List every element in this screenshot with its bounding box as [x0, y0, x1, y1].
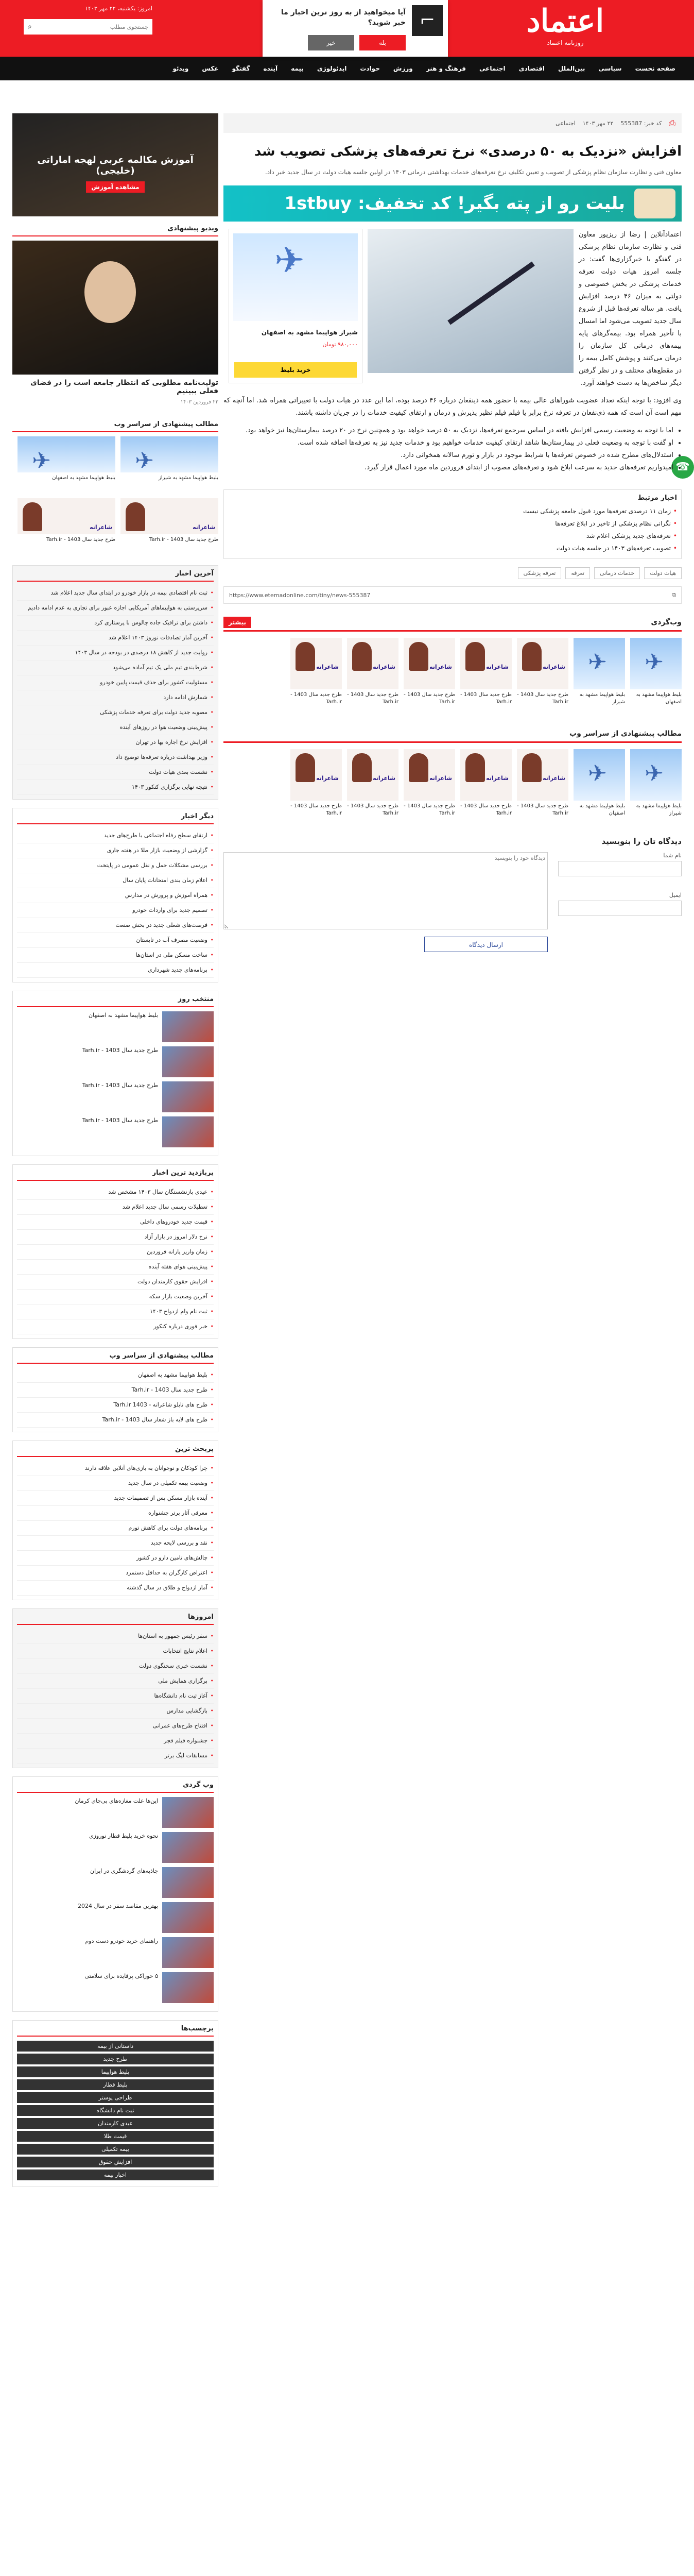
web-link[interactable]: • بلیط هواپیما مشهد به اصفهان	[17, 1368, 214, 1383]
web-link[interactable]: • طرح های تابلو شاعرانه - 1403 Tarh.ir	[17, 1398, 214, 1413]
name-label: نام شما	[663, 852, 682, 859]
news-link[interactable]: • شمارش ادامه دارد	[17, 690, 214, 705]
web-link[interactable]: • طرح جدید سال 1403 - Tarh.ir	[17, 1383, 214, 1398]
news-link[interactable]: • پیش‌بینی وضعیت هوا در روزهای آینده	[17, 720, 214, 735]
email-label: ایمیل	[669, 892, 682, 899]
pick-image	[162, 1011, 214, 1042]
news-link[interactable]: • نتیجه نهایی برگزاری کنکور ۱۴۰۳	[17, 780, 214, 795]
news-link[interactable]: • نرخ دلار امروز در بازار آزاد	[17, 1230, 214, 1245]
push-text: آیا میخواهید از به روز ترین اخبار ما خبر شوید؟	[281, 8, 406, 27]
tag[interactable]: بلیط قطار	[17, 2079, 214, 2090]
bullet: • او گفت با توجه به وضعیت فعلی در بیمارستان‌ها شاهد ارتقای کیفیت خدمات خواهیم بود و خدمات جدید نیز به تعرفه‌ها اضافه شده است.	[223, 437, 673, 449]
news-link[interactable]: • ساخت مسکن ملی در استان‌ها	[17, 948, 214, 963]
sidebar	[12, 113, 218, 2195]
news-date: ۲۲ مهر ۱۴۰۳	[582, 120, 614, 127]
card-image	[120, 436, 218, 472]
webgardi-image	[162, 1797, 214, 1828]
news-link[interactable]: • نقد و بررسی لایحه جدید	[17, 1536, 214, 1551]
news-link[interactable]: • آغاز ثبت نام دانشگاه‌ها	[17, 1689, 214, 1704]
article-body	[223, 229, 682, 474]
card-image	[517, 638, 568, 689]
related-link[interactable]: • زمان ۱۱ درصدی تعرفه‌ها مورد قبول جامعه پزشکی نیست	[228, 505, 677, 517]
card[interactable]: شاعرانه طرح جدید سال 1403 - Tarh.ir	[347, 749, 398, 826]
news-link[interactable]: • قیمت جدید خودروهای داخلی	[17, 1215, 214, 1230]
news-link[interactable]: • فرصت‌های شغلی جدید در بخش صنعت	[17, 918, 214, 933]
card[interactable]: شاعرانه طرح جدید سال 1403 - Tarh.ir	[404, 749, 455, 826]
nav-item[interactable]: عکس	[202, 65, 219, 72]
news-link[interactable]: • ثبت نام وام ازدواج ۱۴۰۳	[17, 1304, 214, 1319]
tag[interactable]: تعرفه	[565, 567, 590, 579]
article-image	[368, 229, 574, 373]
news-category[interactable]: اجتماعی	[556, 120, 576, 127]
popular-news: پربازدید ترین اخبار • عیدی بازنشستگان سال ۱۴۰۳ مشخص شد • تعطیلات رسمی سال جدید اعلام شد • قیمت جدید خودروهای داخلی • نرخ دلار امروز در بازار آزاد • زمان واریز یارانه فروردین • پیش‌بینی هوای هفته آینده • افزایش حقوق کارمندان دولت • آخرین وضعیت بازار سکه • ثبت نام وام ازدواج ۱۴۰۳ • خبر فوری درباره کنکور	[12, 1164, 218, 1339]
card[interactable]: شاعرانه طرح جدید سال 1403 - Tarh.ir	[18, 498, 115, 555]
bullet: • استدلال‌های مطرح شده در خصوص تعرفه‌ها با شرایط موجود در بازار و تورم سالانه همخوانی دارد.	[223, 449, 673, 462]
hot-news: پربحث ترین • چرا کودکان و نوجوانان به بازی‌های آنلاین علاقه دارند • وضعیت بیمه تکمیلی در سال جدید • آینده بازار مسکن پس از تصمیمات جدید • معرفی آثار برتر جشنواره • برنامه‌های دولت برای کاهش تورم • نقد و بررسی لایحه جدید • چالش‌های تامین دارو در کشور • اعتراض کارگران به حداقل دستمزد • آمار ازدواج و طلاق در سال گذشته	[12, 1440, 218, 1600]
news-link[interactable]: • آمار ازدواج و طلاق در سال گذشته	[17, 1581, 214, 1596]
card-image	[460, 638, 512, 689]
news-link[interactable]: • روایت جدید از کاهش ۱۸ درصدی در بودجه در سال ۱۴۰۳	[17, 646, 214, 660]
card-image	[18, 498, 115, 534]
related-link[interactable]: • نگرانی نظام پزشکی از تاخیر در ابلاغ تعرفه‌ها	[228, 517, 677, 530]
card[interactable]: ✈ بلیط هواپیما مشهد به اصفهان	[574, 749, 625, 826]
link-icon[interactable]: ⧉	[672, 591, 676, 598]
tag[interactable]: افزایش حقوق	[17, 2157, 214, 2167]
card-image	[290, 749, 342, 801]
card-image	[517, 749, 568, 801]
pick-item[interactable]: طرح جدید سال 1403 - Tarh.ir	[17, 1116, 214, 1147]
news-link[interactable]: • تعطیلات رسمی سال جدید اعلام شد	[17, 1200, 214, 1215]
tag[interactable]: بیمه تکمیلی	[17, 2144, 214, 2155]
tag[interactable]: ثبت نام دانشگاه	[17, 2105, 214, 2116]
nav-item[interactable]: گفتگو	[232, 65, 250, 72]
email-field[interactable]	[558, 901, 682, 916]
plane-image	[233, 233, 358, 321]
card[interactable]: شاعرانه طرح جدید سال 1403 - Tarh.ir	[460, 749, 512, 826]
news-link[interactable]: • اعلام نتایج انتخابات	[17, 1644, 214, 1659]
push-no-button[interactable]: خیر	[308, 35, 354, 50]
webgardi-image	[162, 1832, 214, 1863]
news-link[interactable]: • سفر رئیس جمهور به استان‌ها	[17, 1629, 214, 1644]
video-date: ۲۲ فروردین ۱۴۰۳	[180, 399, 218, 405]
card-image	[347, 749, 398, 801]
pick-image	[162, 1116, 214, 1147]
main-column	[223, 113, 682, 952]
related-title: اخبار مرتبط	[637, 494, 677, 502]
news-link[interactable]: • نشست بعدی هیات دولت	[17, 765, 214, 780]
webgardi-item[interactable]: نحوه خرید بلیط قطار نوروزی	[17, 1832, 214, 1863]
card-image	[574, 749, 625, 801]
news-link[interactable]: • چرا کودکان و نوجوانان به بازی‌های آنلاین علاقه دارند	[17, 1461, 214, 1476]
card-image	[574, 638, 625, 689]
news-link[interactable]: • وضعیت مصرف آب در تابستان	[17, 933, 214, 948]
news-link[interactable]: • چالش‌های تامین دارو در کشور	[17, 1551, 214, 1566]
section-header: مطالب پیشنهادی از سراسر وب	[223, 725, 682, 743]
header-tools	[24, 5, 152, 35]
webgardi-image	[162, 1902, 214, 1933]
card-image	[630, 638, 682, 689]
news-link[interactable]: • افزایش حقوق کارمندان دولت	[17, 1275, 214, 1290]
side-web-cards	[12, 436, 218, 555]
news-link[interactable]: • آخرین وضعیت بازار سکه	[17, 1290, 214, 1304]
card[interactable]: شاعرانه طرح جدید سال 1403 - Tarh.ir	[347, 638, 398, 715]
card-image	[460, 749, 512, 801]
webgardi-item[interactable]: این‌ها علت مغازه‌های بی‌جای کرمان	[17, 1797, 214, 1828]
paragraph: اعتمادآنلاین | رضا از ریزپور معاون فنی و نظارت سازمان نظام پزشکی در گفتگو با خبرگزاری‌ها گفت: در جلسه امروز هیات دولت تعرفه خدمات پزشکی در بخش خصوصی و دولتی به میزان ۴۶ درصد افزایش یافت. هر ساله تعرفه‌ها قبل از شروع سال جدید تصویب می‌شود اما امسال با تأخیر همراه بود. بیمه‌گرهای پایه بیمه‌های درمانی کل سازمان را درمان می‌کنند و پوشش کامل بیمه را در مقطع‌های مختلف و در نظر گرفتن دیگر شاخص‌ها به دست خواهند آورد.	[579, 231, 682, 387]
card[interactable]: شاعرانه طرح جدید سال 1403 - Tarh.ir	[460, 638, 512, 715]
webgardi-image	[162, 1867, 214, 1898]
nav-item[interactable]: اقتصادی	[518, 65, 545, 72]
pick-image	[162, 1081, 214, 1112]
webgardi-item[interactable]: جاذبه‌های گردشگری در ایران	[17, 1867, 214, 1898]
send-comment-button[interactable]: ارسال دیدگاه	[424, 937, 548, 952]
webgardi: وب گردی این‌ها علت مغازه‌های بی‌جای کرمان نحوه خرید بلیط قطار نوروزی جاذبه‌های گردشگری در ایران بهترین مقاصد سفر در سال 2024 راهنمای خرید خودرو دست دوم ۵ خوراکی پرفایده برای سلامتی	[12, 1776, 218, 2012]
pick-item[interactable]: طرح جدید سال 1403 - Tarh.ir	[17, 1046, 214, 1077]
related-news	[223, 489, 682, 559]
push-notification-dialog	[263, 0, 448, 57]
latest-news: آخرین اخبار • ثبت نام اقتصادی بیمه در بازار خودرو در ابتدای سال جدید اعلام شد • سرپرستی به هواپیماهای آمریکایی اجازه عبور برای تجاری به عدم ادامه دادیم • داشتن برای ترافیک جاده چالوس با پرستاری کرد • آخرین آمار تصادفات نوروز ۱۴۰۳ اعلام شد • روایت جدید از کاهش ۱۸ درصدی در بودجه در سال ۱۴۰۳ • شرط‌بندی تیم ملی یک تیم آماده می‌شود • مسئولیت کشور برای حذف قیمت پایین خودرو • شمارش ادامه دارد • مصوبه جدید دولت برای تعرفه خدمات پزشکی • پیش‌بینی وضعیت هوا در روزهای آینده • افزایش نرخ اجاره بها در تهران • وزیر بهداشت درباره تعرفه‌ها توضیح داد • نشست بعدی هیات دولت • نتیجه نهایی برگزاری کنکور ۱۴۰۳	[12, 565, 218, 800]
news-link[interactable]: • برگزاری همایش ملی	[17, 1674, 214, 1689]
nav-item[interactable]: بین‌الملل	[558, 65, 585, 72]
pick-image	[162, 1046, 214, 1077]
news-link[interactable]: • شرط‌بندی تیم ملی یک تیم آماده می‌شود	[17, 660, 214, 675]
card-image	[290, 638, 342, 689]
nav-item[interactable]: ورزش	[393, 65, 413, 72]
ad-banner[interactable]: بلیت رو از پته بگیر! کد تخفیف: 1stbuy	[223, 185, 682, 222]
webgardi-item[interactable]: ۵ خوراکی پرفایده برای سلامتی	[17, 1972, 214, 2003]
news-link[interactable]: • وضعیت بیمه تکمیلی در سال جدید	[17, 1476, 214, 1491]
news-link[interactable]: • معرفی آثار برتر جشنواره	[17, 1506, 214, 1521]
news-link[interactable]: • گزارشی از وضعیت بازار طلا در هفته جاری	[17, 843, 214, 858]
video-caption[interactable]: تولیت‌نامه مطلوبی که انتظار جامعه است را در فضای فعلی ببینیم	[30, 379, 218, 395]
more-button[interactable]: بیشتر	[223, 617, 251, 628]
tag[interactable]: قیمت طلا	[17, 2131, 214, 2142]
article-tags	[223, 567, 682, 579]
news-link[interactable]: • آینده بازار مسکن پس از تصمیمات جدید	[17, 1491, 214, 1506]
article-meta-bar	[223, 113, 682, 133]
paragraph: وی افزود: با توجه اینکه تعداد عضویت شوراهای عالی بیمه با حضور همه ذینفعان درباره ۴۶ درصد بوده، اما این عدد در هیات دولت با تغییراتی همراه شد. اما آنچه که مهم است آن است که همه ذی‌نفعان در تعرفه نرخ برابر یا فیلم فیلم نظیر پذیرش و درمان و ارتقای کیفیت خدمات را در جریان داشته باشند.	[223, 397, 682, 417]
news-link[interactable]: • سرپرستی به هواپیماهای آمریکایی اجازه عبور برای تجاری به عدم ادامه دادیم	[17, 601, 214, 616]
news-link[interactable]: • مسئولیت کشور برای حذف قیمت پایین خودرو	[17, 675, 214, 690]
search-input[interactable]	[32, 24, 148, 30]
news-link[interactable]: • اعتراض کارگران به حداقل دستمزد	[17, 1566, 214, 1581]
webgardi-item[interactable]: بهترین مقاصد سفر در سال 2024	[17, 1902, 214, 1933]
site-logo[interactable]: اعتماد روزنامه اعتماد	[526, 3, 604, 46]
tag-cloud: برچسب‌ها داستانی از بیمه طرح جدید بلیط هواپیما بلیط قطار طراحی پوستر ثبت نام دانشگاه عیدی کارمندان قیمت طلا بیمه تکمیلی افزایش حقوق اخبار بیمه	[12, 2020, 218, 2187]
news-link[interactable]: • جشنواره فیلم فجر	[17, 1734, 214, 1749]
tag[interactable]: اخبار بیمه	[17, 2170, 214, 2180]
nav-item[interactable]: صفحه نخست	[635, 65, 675, 72]
video-thumb[interactable]	[12, 241, 218, 375]
card[interactable]: شاعرانه طرح جدید سال 1403 - Tarh.ir	[404, 638, 455, 715]
card[interactable]: شاعرانه طرح جدید سال 1403 - Tarh.ir	[290, 638, 342, 715]
side-ad[interactable]: آموزش مکالمه عربی لهجه اماراتی (خلیجی) مشاهده آموزش	[12, 113, 218, 216]
pick-item[interactable]: بلیط هواپیما مشهد به اصفهان	[17, 1011, 214, 1042]
bullet: • اما با توجه به وضعیت رسمی افزایش یافته در اساس سرجمع تعرفه‌ها، نزدیک به ۵۰ درصد خواهد بود و همچنین نرخ در ۲۰ درصد بیمارستان‌ها نیز خواهد بود.	[223, 425, 673, 437]
nav-item[interactable]: حوادث	[360, 65, 380, 72]
card[interactable]: شاعرانه طرح جدید سال 1403 - Tarh.ir	[120, 498, 218, 555]
web-suggest-2: مطالب پیشنهادی از سراسر وب • بلیط هواپیما مشهد به اصفهان • طرح جدید سال 1403 - Tarh.ir • طرح های تابلو شاعرانه - 1403 Tarh.ir • طرح های لایه باز شعار سال 1403 - Tarh.ir	[12, 1347, 218, 1432]
nav-item[interactable]: اجتماعی	[479, 65, 506, 72]
picks: منتخب روز بلیط هواپیما مشهد به اصفهان طرح جدید سال 1403 - Tarh.ir طرح جدید سال 1403 - Tarh.ir طرح جدید سال 1403 - Tarh.ir	[12, 991, 218, 1156]
news-link[interactable]: • همراه آموزش و پرورش در مدارس	[17, 888, 214, 903]
news-link[interactable]: • افتتاح طرح‌های عمرانی	[17, 1719, 214, 1734]
tag[interactable]: خدمات درمانی	[594, 567, 640, 579]
news-link[interactable]: • برنامه‌های دولت برای کاهش تورم	[17, 1521, 214, 1536]
header-bar	[0, 0, 694, 57]
name-field[interactable]	[558, 861, 682, 876]
notification-icon: ⌐	[412, 5, 443, 36]
pen-image	[447, 262, 535, 325]
today-news: امروزها • سفر رئیس جمهور به استان‌ها • اعلام نتایج انتخابات • نشست خبری سخنگوی دولت • برگزاری همایش ملی • آغاز ثبت نام دانشگاه‌ها • بازگشایی مدارس • افتتاح طرح‌های عمرانی • جشنواره فیلم فجر • مسابقات لیگ برتر	[12, 1608, 218, 1768]
search-icon[interactable]: ⌕	[28, 23, 32, 31]
nav-item[interactable]: ایدئولوژی	[317, 65, 347, 72]
news-link[interactable]: • نشست خبری سخنگوی دولت	[17, 1659, 214, 1674]
gallery-cards	[223, 638, 682, 715]
nav-item[interactable]: بیمه	[291, 65, 304, 72]
card[interactable]: ✈ بلیط هواپیما مشهد به شیراز	[574, 638, 625, 715]
news-link[interactable]: • تصمیم جدید برای واردات خودرو	[17, 903, 214, 918]
print-icon[interactable]: ⎙	[669, 118, 675, 128]
news-link[interactable]: • زمان واریز یارانه فروردین	[17, 1245, 214, 1260]
promo-title: شیراز هواپیما مشهد به اصفهان	[261, 329, 358, 336]
comment-title: دیدگاه تان را بنویسید	[601, 837, 682, 846]
card[interactable]: ✈ بلیط هواپیما مشهد به شیراز	[120, 436, 218, 493]
webgardi-image	[162, 1937, 214, 1968]
suggest-cards	[223, 749, 682, 826]
tag[interactable]: داستانی از بیمه	[17, 2041, 214, 2052]
side-section-title: مطالب پیشنهادی از سراسر وب	[12, 420, 218, 432]
main-nav	[0, 57, 694, 80]
card-image	[630, 749, 682, 801]
short-link-box[interactable]	[223, 586, 682, 604]
news-link[interactable]: • بازگشایی مدارس	[17, 1704, 214, 1719]
news-code: کد خبر: 555387	[620, 120, 662, 127]
news-link[interactable]: • مسابقات لیگ برتر	[17, 1749, 214, 1764]
webgardi-item[interactable]: راهنمای خرید خودرو دست دوم	[17, 1937, 214, 1968]
section-header: وب‌گردی بیشتر	[223, 614, 682, 632]
card-image	[347, 638, 398, 689]
news-link[interactable]: • افزایش نرخ اجاره بها در تهران	[17, 735, 214, 750]
pick-item[interactable]: طرح جدید سال 1403 - Tarh.ir	[17, 1081, 214, 1112]
card[interactable]: شاعرانه طرح جدید سال 1403 - Tarh.ir	[290, 749, 342, 826]
news-link[interactable]: • برنامه‌های جدید شهرداری	[17, 963, 214, 978]
news-link[interactable]: • مصوبه جدید دولت برای تعرفه خدمات پزشکی	[17, 705, 214, 720]
other-news: دیگر اخبار • ارتقای سطح رفاه اجتماعی با طرح‌های جدید • گزارشی از وضعیت بازار طلا در هفته جاری • بررسی مشکلات حمل و نقل عمومی در پایتخت • اعلام زمان بندی امتحانات پایان سال • همراه آموزش و پرورش در مدارس • تصمیم جدید برای واردات خودرو • فرصت‌های شغلی جدید در بخش صنعت • وضعیت مصرف آب در تابستان • ساخت مسکن ملی در استان‌ها • برنامه‌های جدید شهرداری	[12, 808, 218, 982]
buy-ticket-button[interactable]: خرید بلیط	[234, 362, 357, 378]
nav-item[interactable]: ویدئو	[172, 65, 189, 72]
news-link[interactable]: • ثبت نام اقتصادی بیمه در بازار خودرو در ابتدای سال جدید اعلام شد	[17, 586, 214, 601]
related-link[interactable]: • تعرفه‌های جدید پزشکی اعلام شد	[228, 530, 677, 542]
news-link[interactable]: • آخرین آمار تصادفات نوروز ۱۴۰۳ اعلام شد	[17, 631, 214, 646]
card-image	[404, 749, 455, 801]
news-link[interactable]: • ارتقای سطح رفاه اجتماعی با طرح‌های جدید	[17, 828, 214, 843]
comment-field[interactable]	[223, 852, 548, 929]
card[interactable]: ✈ بلیط هواپیما مشهد به اصفهان	[630, 638, 682, 715]
video-title: ویدیو پیشنهادی	[12, 225, 218, 236]
webgardi-image	[162, 1972, 214, 2003]
card[interactable]: ✈ بلیط هواپیما مشهد به اصفهان	[18, 436, 115, 493]
news-link[interactable]: • بررسی مشکلات حمل و نقل عمومی در پایتخت	[17, 858, 214, 873]
flight-promo[interactable]	[229, 229, 362, 383]
card[interactable]: شاعرانه طرح جدید سال 1403 - Tarh.ir	[517, 749, 568, 826]
web-link[interactable]: • طرح های لایه باز شعار سال 1403 - Tarh.ir	[17, 1413, 214, 1428]
search-box[interactable]	[24, 19, 152, 35]
article-lead: معاون فنی و نظارت سازمان نظام پزشکی از تصویب و تعیین تکلیف نرخ تعرفه‌های خدمات بهداشتی درمانی ۱۴۰۳ در اولین جلسه هیات دولت در سال جدید خبر داد.	[265, 168, 682, 176]
ad-button[interactable]: مشاهده آموزش	[86, 181, 144, 193]
news-link[interactable]: • خبر فوری درباره کنکور	[17, 1319, 214, 1334]
article-title: افزایش «نزدیک به ۵۰ درصدی» نرخ تعرفه‌های پزشکی تصویب شد	[254, 144, 682, 159]
date-line: امروز: یکشنبه، ۲۲ مهر ۱۴۰۳	[85, 5, 152, 12]
promo-price: ۹۸۰,۰۰۰ تومان	[322, 341, 358, 348]
tag[interactable]: تعرفه پزشکی	[518, 567, 562, 579]
tag[interactable]: عیدی کارمندان	[17, 2118, 214, 2129]
card-image	[120, 498, 218, 534]
card[interactable]: شاعرانه طرح جدید سال 1403 - Tarh.ir	[517, 638, 568, 715]
content-container	[12, 80, 682, 2178]
news-link[interactable]: • عیدی بازنشستگان سال ۱۴۰۳ مشخص شد	[17, 1185, 214, 1200]
bullet: • امیدواریم تعرفه‌های جدید به سرعت ابلاغ شود و تعرفه‌های مصوب از ابتدای فروردین ماه مورد اعمال قرار گیرد.	[223, 462, 673, 474]
news-link[interactable]: • پیش‌بینی هوای هفته آینده	[17, 1260, 214, 1275]
news-link[interactable]: • اعلام زمان بندی امتحانات پایان سال	[17, 873, 214, 888]
card[interactable]: ✈ بلیط هواپیما مشهد به شیراز	[630, 749, 682, 826]
nav-item[interactable]: آینده	[263, 65, 278, 72]
related-link[interactable]: • تصویب تعرفه‌های ۱۴۰۳ در جلسه هیات دولت	[228, 542, 677, 554]
news-link[interactable]: • وزیر بهداشت درباره تعرفه‌ها توضیح داد	[17, 750, 214, 765]
push-yes-button[interactable]: بله	[359, 35, 406, 50]
short-link[interactable]: https://www.etemadonline.com/tiny/news-555387	[229, 591, 371, 599]
news-link[interactable]: • داشتن برای ترافیک جاده چالوس با پرستاری کرد	[17, 616, 214, 631]
tag[interactable]: هیات دولت	[644, 567, 682, 579]
chat-float-button[interactable]: ☎	[671, 456, 694, 479]
tag[interactable]: طرح جدید	[17, 2054, 214, 2064]
tag[interactable]: بلیط هواپیما	[17, 2066, 214, 2077]
nav-item[interactable]: سیاسی	[598, 65, 622, 72]
nav-item[interactable]: فرهنگ و هنر	[426, 65, 466, 72]
card-image	[404, 638, 455, 689]
bag-icon	[634, 189, 675, 218]
tag[interactable]: طراحی پوستر	[17, 2092, 214, 2103]
card-image	[18, 436, 115, 472]
comment-form	[223, 837, 682, 952]
